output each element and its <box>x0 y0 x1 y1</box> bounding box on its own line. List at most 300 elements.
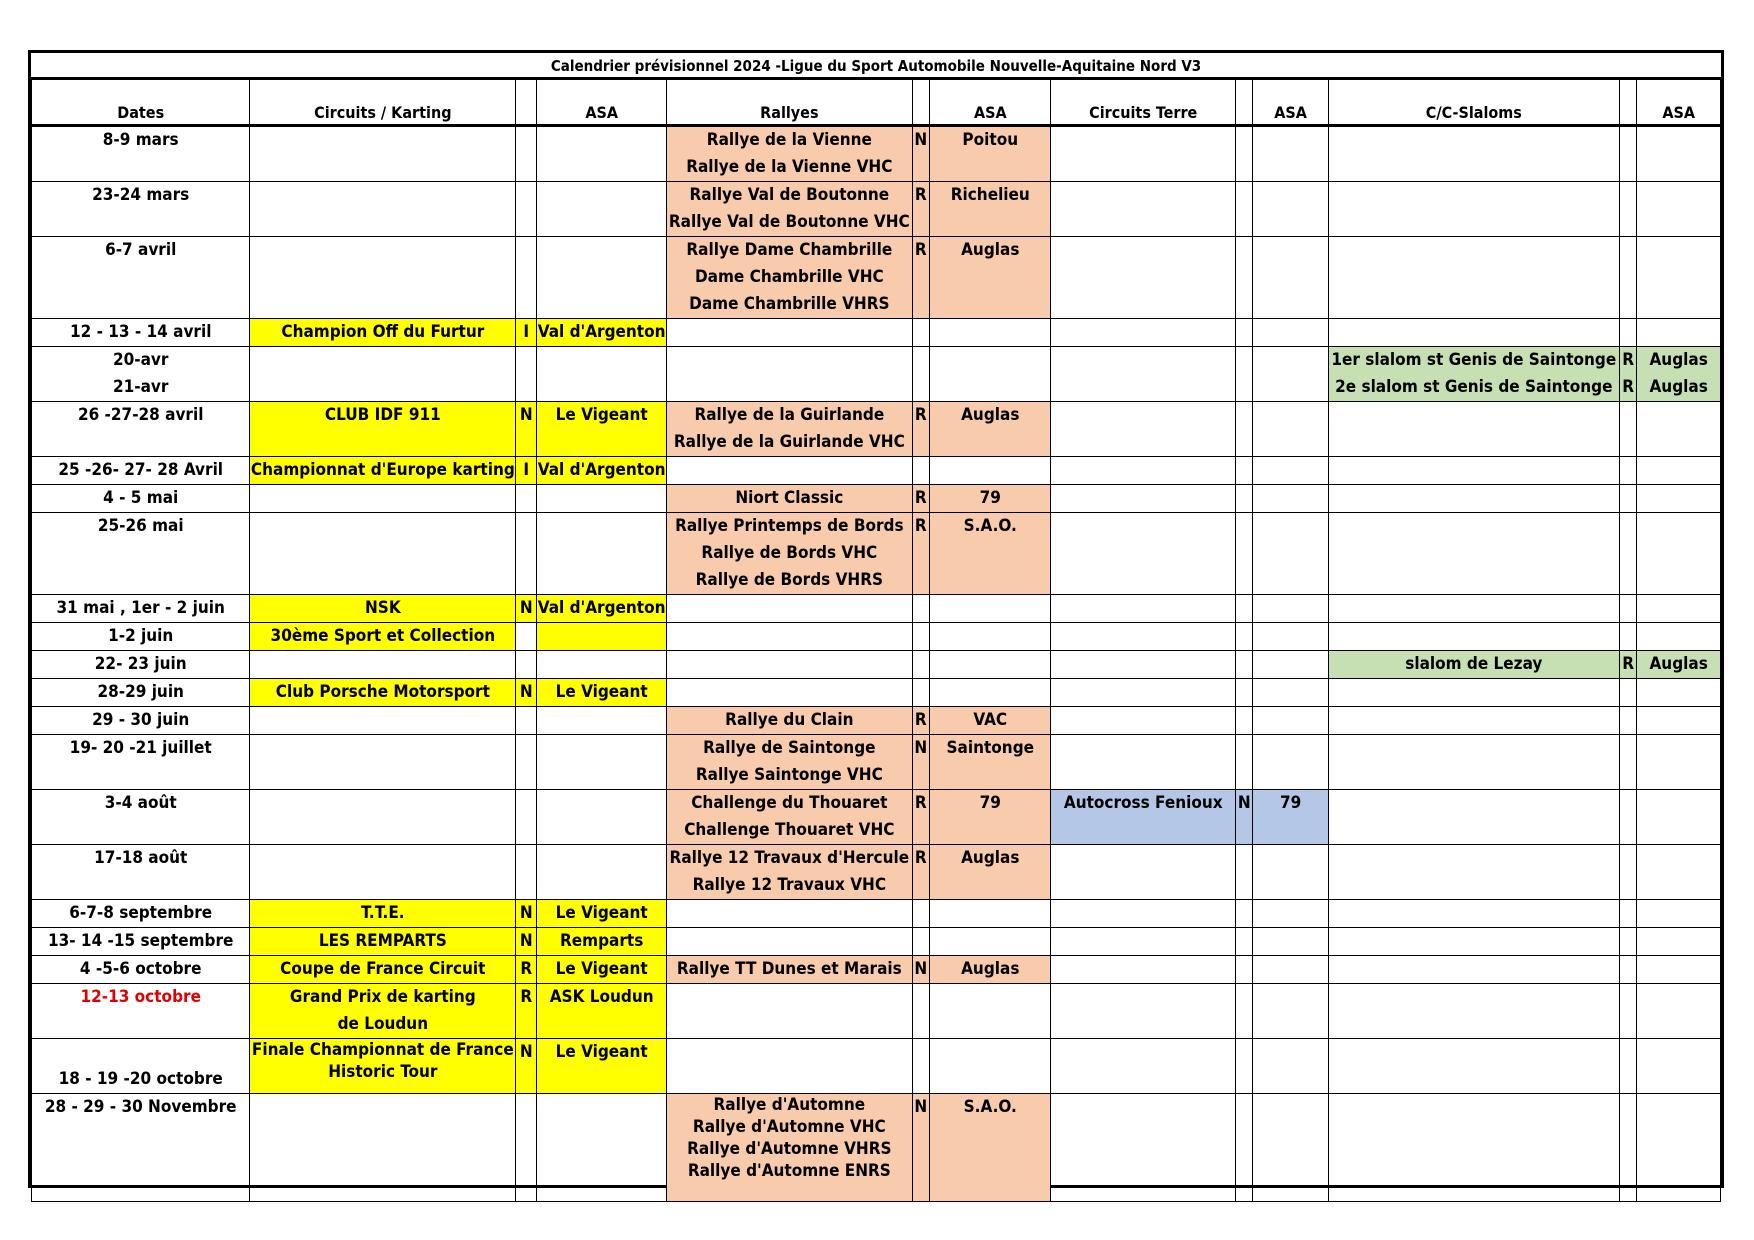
circuit-asa-cell-text: Le Vigeant <box>555 959 648 979</box>
terre-type-cell <box>1236 513 1253 595</box>
slalom-asa-cell <box>1637 402 1721 457</box>
rallye-cell-text: Dame Chambrille VHRS <box>689 294 890 314</box>
circuit-cell-text: Finale Championnat de France <box>251 1040 514 1060</box>
slalom-cell <box>1328 928 1619 956</box>
slalom-asa-cell <box>1637 845 1721 900</box>
slalom-type-cell <box>1619 790 1636 845</box>
circuit-type-cell <box>516 457 537 485</box>
rallye-asa-cell-text: Saintonge <box>946 738 1035 758</box>
circuit-cell <box>250 679 516 707</box>
rallye-asa-cell-text: Auglas <box>961 959 1020 979</box>
rallye-type-cell-text: R <box>914 405 927 425</box>
terre-type-cell <box>1236 126 1253 182</box>
date-cell-text: 29 - 30 juin <box>92 710 190 730</box>
slalom-cell <box>1328 485 1619 513</box>
circuit-cell-text: 30ème Sport et Collection <box>270 626 496 646</box>
date-cell <box>32 595 250 623</box>
rallye-asa-cell <box>930 1094 1051 1202</box>
rallye-type-cell-text: R <box>914 488 927 508</box>
terre-cell <box>1051 707 1236 735</box>
rallye-cell-text: Rallye de Saintonge <box>703 738 876 758</box>
rallye-cell-text: Rallye Dame Chambrille <box>686 240 893 260</box>
rallye-asa-cell <box>930 707 1051 735</box>
circuit-asa-cell <box>537 237 667 319</box>
terre-asa-cell <box>1253 319 1328 347</box>
rallye-asa-cell <box>930 651 1051 679</box>
date-cell-text: 13- 14 -15 septembre <box>47 931 234 951</box>
slalom-type-cell-text: R <box>1622 377 1634 397</box>
rallye-asa-cell-text: Auglas <box>961 848 1020 868</box>
rallye-type-cell <box>912 126 929 182</box>
rallye-type-cell <box>912 319 929 347</box>
rallye-type-cell-text: R <box>914 710 927 730</box>
slalom-type-cell-text: R <box>1622 654 1634 674</box>
terre-type-cell <box>1236 1039 1253 1094</box>
slalom-asa-cell <box>1637 126 1721 182</box>
rallye-cell-text: Rallye d'Automne ENRS <box>687 1161 891 1181</box>
rallye-cell <box>667 237 912 319</box>
date-cell <box>32 679 250 707</box>
header-terre-type <box>1236 80 1253 126</box>
terre-asa-cell <box>1253 928 1328 956</box>
terre-cell <box>1051 1039 1236 1094</box>
date-cell-text: 22- 23 juin <box>94 654 187 674</box>
rallye-cell <box>667 1094 912 1202</box>
circuit-type-cell-text: N <box>519 598 533 618</box>
date-cell <box>32 1094 250 1202</box>
rallye-asa-cell <box>930 956 1051 984</box>
terre-cell <box>1051 485 1236 513</box>
slalom-type-cell <box>1619 623 1636 651</box>
table-row <box>32 679 1721 707</box>
rallye-cell-text: Niort Classic <box>735 488 844 508</box>
terre-cell <box>1051 402 1236 457</box>
rallye-cell <box>667 679 912 707</box>
circuit-asa-cell <box>537 319 667 347</box>
terre-type-cell <box>1236 319 1253 347</box>
terre-asa-cell <box>1253 707 1328 735</box>
slalom-asa-cell <box>1637 928 1721 956</box>
terre-asa-cell <box>1253 126 1328 182</box>
date-cell-text: 28 - 29 - 30 Novembre <box>44 1097 237 1117</box>
rallye-type-cell-text: R <box>914 516 927 536</box>
terre-cell <box>1051 1094 1236 1202</box>
slalom-type-cell <box>1619 347 1636 402</box>
rallye-asa-cell <box>930 790 1051 845</box>
terre-cell <box>1051 347 1236 402</box>
rallye-asa-cell <box>930 513 1051 595</box>
rallye-type-cell <box>912 651 929 679</box>
circuit-asa-cell <box>537 457 667 485</box>
slalom-type-cell <box>1619 984 1636 1039</box>
rallye-type-cell <box>912 984 929 1039</box>
terre-asa-cell <box>1253 679 1328 707</box>
circuit-cell-text: LES REMPARTS <box>318 931 447 951</box>
date-cell <box>32 928 250 956</box>
terre-type-cell <box>1236 984 1253 1039</box>
circuit-asa-cell-text: Val d'Argenton <box>537 322 666 342</box>
terre-asa-cell <box>1253 182 1328 237</box>
circuit-asa-cell-text: Le Vigeant <box>555 903 648 923</box>
rallye-cell <box>667 402 912 457</box>
rallye-type-cell <box>912 347 929 402</box>
date-cell <box>32 237 250 319</box>
terre-cell <box>1051 651 1236 679</box>
circuit-cell <box>250 707 516 735</box>
circuit-cell <box>250 182 516 237</box>
circuit-cell-text: NSK <box>365 598 401 618</box>
date-cell-text: 8-9 mars <box>102 130 179 150</box>
terre-cell <box>1051 182 1236 237</box>
rallye-type-cell-text: N <box>914 1097 928 1117</box>
circuit-type-cell <box>516 126 537 182</box>
circuit-type-cell-text: I <box>523 460 530 480</box>
slalom-cell <box>1328 237 1619 319</box>
rallye-cell-text: Rallye Saintonge VHC <box>695 765 883 785</box>
circuit-type-cell <box>516 928 537 956</box>
header-circuits: Circuits / Karting <box>250 80 516 126</box>
slalom-asa-cell <box>1637 347 1721 402</box>
rallye-asa-cell <box>930 402 1051 457</box>
date-cell-text: 28-29 juin <box>97 682 184 702</box>
slalom-type-cell <box>1619 735 1636 790</box>
rallye-type-cell <box>912 735 929 790</box>
rallye-asa-cell-text: Richelieu <box>950 185 1030 205</box>
circuit-asa-cell <box>537 900 667 928</box>
slalom-type-cell <box>1619 595 1636 623</box>
table-row <box>32 956 1721 984</box>
circuit-asa-cell <box>537 1094 667 1202</box>
rallye-cell <box>667 457 912 485</box>
slalom-cell <box>1328 845 1619 900</box>
rallye-asa-cell <box>930 126 1051 182</box>
circuit-asa-cell-text: Le Vigeant <box>555 682 648 702</box>
terre-asa-cell <box>1253 595 1328 623</box>
slalom-type-cell <box>1619 1094 1636 1202</box>
terre-asa-cell-text: 79 <box>1279 793 1302 813</box>
date-cell <box>32 182 250 237</box>
terre-type-cell <box>1236 1094 1253 1202</box>
slalom-asa-cell <box>1637 237 1721 319</box>
rallye-asa-cell <box>930 679 1051 707</box>
rallye-cell-text: Rallye de Bords VHC <box>701 543 878 563</box>
date-cell-text: 31 mai , 1er - 2 juin <box>56 598 225 618</box>
circuit-asa-cell <box>537 485 667 513</box>
rallye-type-cell-text: R <box>914 793 927 813</box>
date-cell-text: 4 - 5 mai <box>103 488 179 508</box>
circuit-cell-text: T.T.E. <box>361 903 405 923</box>
rallye-asa-cell <box>930 735 1051 790</box>
circuit-cell-text: Club Porsche Motorsport <box>275 682 490 702</box>
slalom-asa-cell <box>1637 651 1721 679</box>
rallye-cell <box>667 984 912 1039</box>
circuit-cell <box>250 956 516 984</box>
circuit-cell <box>250 513 516 595</box>
terre-asa-cell <box>1253 457 1328 485</box>
header-circuit-type <box>516 80 537 126</box>
rallye-type-cell <box>912 595 929 623</box>
slalom-cell <box>1328 956 1619 984</box>
date-cell <box>32 735 250 790</box>
date-cell-text: 25-26 mai <box>97 516 184 536</box>
date-cell <box>32 651 250 679</box>
rallye-type-cell <box>912 1094 929 1202</box>
slalom-type-cell <box>1619 679 1636 707</box>
slalom-asa-cell <box>1637 457 1721 485</box>
terre-asa-cell <box>1253 1094 1328 1202</box>
date-cell <box>32 956 250 984</box>
slalom-asa-cell-text: Auglas <box>1649 377 1708 397</box>
circuit-cell-text: Champion Off du Furtur <box>281 322 485 342</box>
date-cell-text: 12-13 octobre <box>80 987 201 1007</box>
date-cell <box>32 845 250 900</box>
rallye-cell <box>667 900 912 928</box>
slalom-asa-cell <box>1637 900 1721 928</box>
circuit-cell <box>250 900 516 928</box>
circuit-cell <box>250 735 516 790</box>
date-cell <box>32 1039 250 1094</box>
slalom-type-cell <box>1619 237 1636 319</box>
table-row <box>32 1094 1721 1202</box>
terre-type-cell <box>1236 623 1253 651</box>
circuit-type-cell <box>516 900 537 928</box>
slalom-type-cell <box>1619 956 1636 984</box>
slalom-asa-cell <box>1637 956 1721 984</box>
terre-type-cell <box>1236 928 1253 956</box>
terre-type-cell <box>1236 735 1253 790</box>
circuit-asa-cell <box>537 956 667 984</box>
terre-type-cell <box>1236 485 1253 513</box>
slalom-cell <box>1328 595 1619 623</box>
slalom-type-cell <box>1619 928 1636 956</box>
date-cell <box>32 457 250 485</box>
terre-type-cell <box>1236 651 1253 679</box>
circuit-asa-cell <box>537 707 667 735</box>
circuit-type-cell <box>516 790 537 845</box>
terre-asa-cell <box>1253 900 1328 928</box>
table-row <box>32 790 1721 845</box>
slalom-cell-text: 2e slalom st Genis de Saintonge <box>1335 377 1613 397</box>
terre-type-cell <box>1236 845 1253 900</box>
circuit-cell <box>250 928 516 956</box>
rallye-cell-text: Rallye Val de Boutonne <box>689 185 890 205</box>
slalom-type-cell <box>1619 513 1636 595</box>
circuit-cell <box>250 347 516 402</box>
circuit-cell <box>250 845 516 900</box>
circuit-cell-text: de Loudun <box>337 1014 429 1034</box>
date-cell-text: 6-7 avril <box>105 240 177 260</box>
slalom-asa-cell <box>1637 1094 1721 1202</box>
circuit-type-cell <box>516 707 537 735</box>
circuit-type-cell <box>516 1039 537 1094</box>
circuit-asa-cell <box>537 623 667 651</box>
terre-type-cell <box>1236 790 1253 845</box>
slalom-cell <box>1328 182 1619 237</box>
terre-cell <box>1051 623 1236 651</box>
terre-asa-cell <box>1253 956 1328 984</box>
rallye-cell <box>667 347 912 402</box>
terre-cell <box>1051 984 1236 1039</box>
header-asa-rallyes: ASA <box>930 80 1051 126</box>
rallye-asa-cell <box>930 319 1051 347</box>
date-cell <box>32 402 250 457</box>
table-row <box>32 651 1721 679</box>
terre-type-cell <box>1236 402 1253 457</box>
terre-asa-cell <box>1253 347 1328 402</box>
terre-asa-cell <box>1253 513 1328 595</box>
rallye-cell <box>667 595 912 623</box>
rallye-cell <box>667 485 912 513</box>
terre-type-cell <box>1236 237 1253 319</box>
terre-cell <box>1051 237 1236 319</box>
rallye-cell-text: Rallye de la Vienne VHC <box>686 157 893 177</box>
circuit-type-cell <box>516 595 537 623</box>
circuit-type-cell <box>516 956 537 984</box>
date-cell-text: 18 - 19 -20 octobre <box>58 1069 223 1089</box>
circuit-type-cell-text: N <box>519 931 533 951</box>
circuit-asa-cell <box>537 928 667 956</box>
slalom-type-cell <box>1619 485 1636 513</box>
slalom-asa-cell <box>1637 984 1721 1039</box>
circuit-type-cell <box>516 651 537 679</box>
rallye-asa-cell <box>930 237 1051 319</box>
table-row <box>32 735 1721 790</box>
terre-asa-cell <box>1253 237 1328 319</box>
slalom-asa-cell <box>1637 707 1721 735</box>
date-cell-text: 20-avr <box>112 350 169 370</box>
slalom-cell-text: 1er slalom st Genis de Saintonge <box>1331 350 1617 370</box>
slalom-type-cell <box>1619 900 1636 928</box>
rallye-type-cell <box>912 1039 929 1094</box>
circuit-asa-cell <box>537 679 667 707</box>
date-cell-text: 4 -5-6 octobre <box>79 959 202 979</box>
rallye-cell-text: Challenge du Thouaret <box>691 793 888 813</box>
slalom-cell-text: slalom de Lezay <box>1405 654 1543 674</box>
rallye-cell-text: Rallye 12 Travaux VHC <box>692 875 887 895</box>
terre-asa-cell <box>1253 790 1328 845</box>
slalom-cell <box>1328 457 1619 485</box>
rallye-type-cell <box>912 928 929 956</box>
header-rallye-type <box>912 80 929 126</box>
table-row <box>32 319 1721 347</box>
slalom-type-cell <box>1619 182 1636 237</box>
table-row <box>32 402 1721 457</box>
terre-cell-text: Autocross Fenioux <box>1063 793 1223 813</box>
terre-cell <box>1051 900 1236 928</box>
date-cell-text: 26 -27-28 avril <box>77 405 204 425</box>
circuit-asa-cell <box>537 1039 667 1094</box>
date-cell <box>32 900 250 928</box>
slalom-type-cell <box>1619 126 1636 182</box>
terre-asa-cell <box>1253 402 1328 457</box>
circuit-asa-cell <box>537 126 667 182</box>
table-row <box>32 485 1721 513</box>
circuit-asa-cell <box>537 595 667 623</box>
rallye-asa-cell-text: VAC <box>973 710 1008 730</box>
circuit-type-cell-text: N <box>519 903 533 923</box>
slalom-asa-cell-text: Auglas <box>1649 654 1708 674</box>
rallye-type-cell <box>912 845 929 900</box>
terre-cell <box>1051 790 1236 845</box>
rallye-cell-text: Rallye TT Dunes et Marais <box>676 959 902 979</box>
terre-cell <box>1051 956 1236 984</box>
rallye-cell <box>667 956 912 984</box>
terre-type-cell <box>1236 956 1253 984</box>
date-cell-text: 19- 20 -21 juillet <box>69 738 212 758</box>
circuit-type-cell <box>516 679 537 707</box>
rallye-asa-cell <box>930 984 1051 1039</box>
circuit-asa-cell-text: Remparts <box>560 931 644 951</box>
date-cell-text: 6-7-8 septembre <box>69 903 213 923</box>
date-cell-text: 21-avr <box>112 377 169 397</box>
rallye-type-cell <box>912 485 929 513</box>
rallye-cell <box>667 513 912 595</box>
table-row <box>32 900 1721 928</box>
circuit-asa-cell-text: ASK Loudun <box>549 987 654 1007</box>
rallye-asa-cell <box>930 182 1051 237</box>
rallye-type-cell-text: R <box>914 185 927 205</box>
slalom-cell <box>1328 126 1619 182</box>
rallye-asa-cell-text: S.A.O. <box>963 516 1017 536</box>
header-asa-terre: ASA <box>1253 80 1328 126</box>
terre-cell <box>1051 928 1236 956</box>
rallye-cell-text: Rallye Val de Boutonne VHC <box>668 212 910 232</box>
rallye-cell <box>667 623 912 651</box>
date-cell-text: 23-24 mars <box>92 185 190 205</box>
rallye-cell-text: Rallye d'Automne VHC <box>692 1117 886 1137</box>
rallye-asa-cell-text: 79 <box>979 793 1001 813</box>
rallye-type-cell <box>912 707 929 735</box>
rallye-asa-cell <box>930 595 1051 623</box>
rallye-type-cell <box>912 237 929 319</box>
circuit-type-cell <box>516 735 537 790</box>
rallye-cell-text: Rallye d'Automne VHRS <box>687 1139 892 1159</box>
terre-asa-cell <box>1253 1039 1328 1094</box>
circuit-cell <box>250 402 516 457</box>
circuit-cell-text: CLUB IDF 911 <box>324 405 441 425</box>
rallye-cell-text: Rallye de la Guirlande VHC <box>673 432 905 452</box>
rallye-cell-text: Rallye de la Guirlande <box>694 405 885 425</box>
slalom-cell <box>1328 735 1619 790</box>
terre-type-cell <box>1236 595 1253 623</box>
rallye-cell-text: Rallye d'Automne <box>713 1095 866 1115</box>
rallye-asa-cell <box>930 928 1051 956</box>
rallye-cell <box>667 182 912 237</box>
circuit-type-cell <box>516 845 537 900</box>
terre-cell <box>1051 845 1236 900</box>
slalom-cell <box>1328 707 1619 735</box>
rallye-asa-cell <box>930 457 1051 485</box>
date-cell <box>32 623 250 651</box>
circuit-cell <box>250 457 516 485</box>
rallye-type-cell <box>912 623 929 651</box>
rallye-cell-text: Challenge Thouaret VHC <box>684 820 895 840</box>
date-cell-text: 25 -26- 27- 28 Avril <box>58 460 224 480</box>
circuit-asa-cell-text: Le Vigeant <box>555 405 648 425</box>
header-slaloms: C/C-Slaloms <box>1328 80 1619 126</box>
rallye-cell <box>667 651 912 679</box>
circuit-cell-text: Championnat d'Europe karting <box>250 460 515 480</box>
table-row <box>32 595 1721 623</box>
rallye-asa-cell-text: Poitou <box>962 130 1019 150</box>
circuit-cell <box>250 237 516 319</box>
table-row <box>32 513 1721 595</box>
circuit-type-cell <box>516 319 537 347</box>
slalom-cell <box>1328 347 1619 402</box>
terre-type-cell <box>1236 707 1253 735</box>
table-row <box>32 182 1721 237</box>
slalom-asa-cell <box>1637 595 1721 623</box>
